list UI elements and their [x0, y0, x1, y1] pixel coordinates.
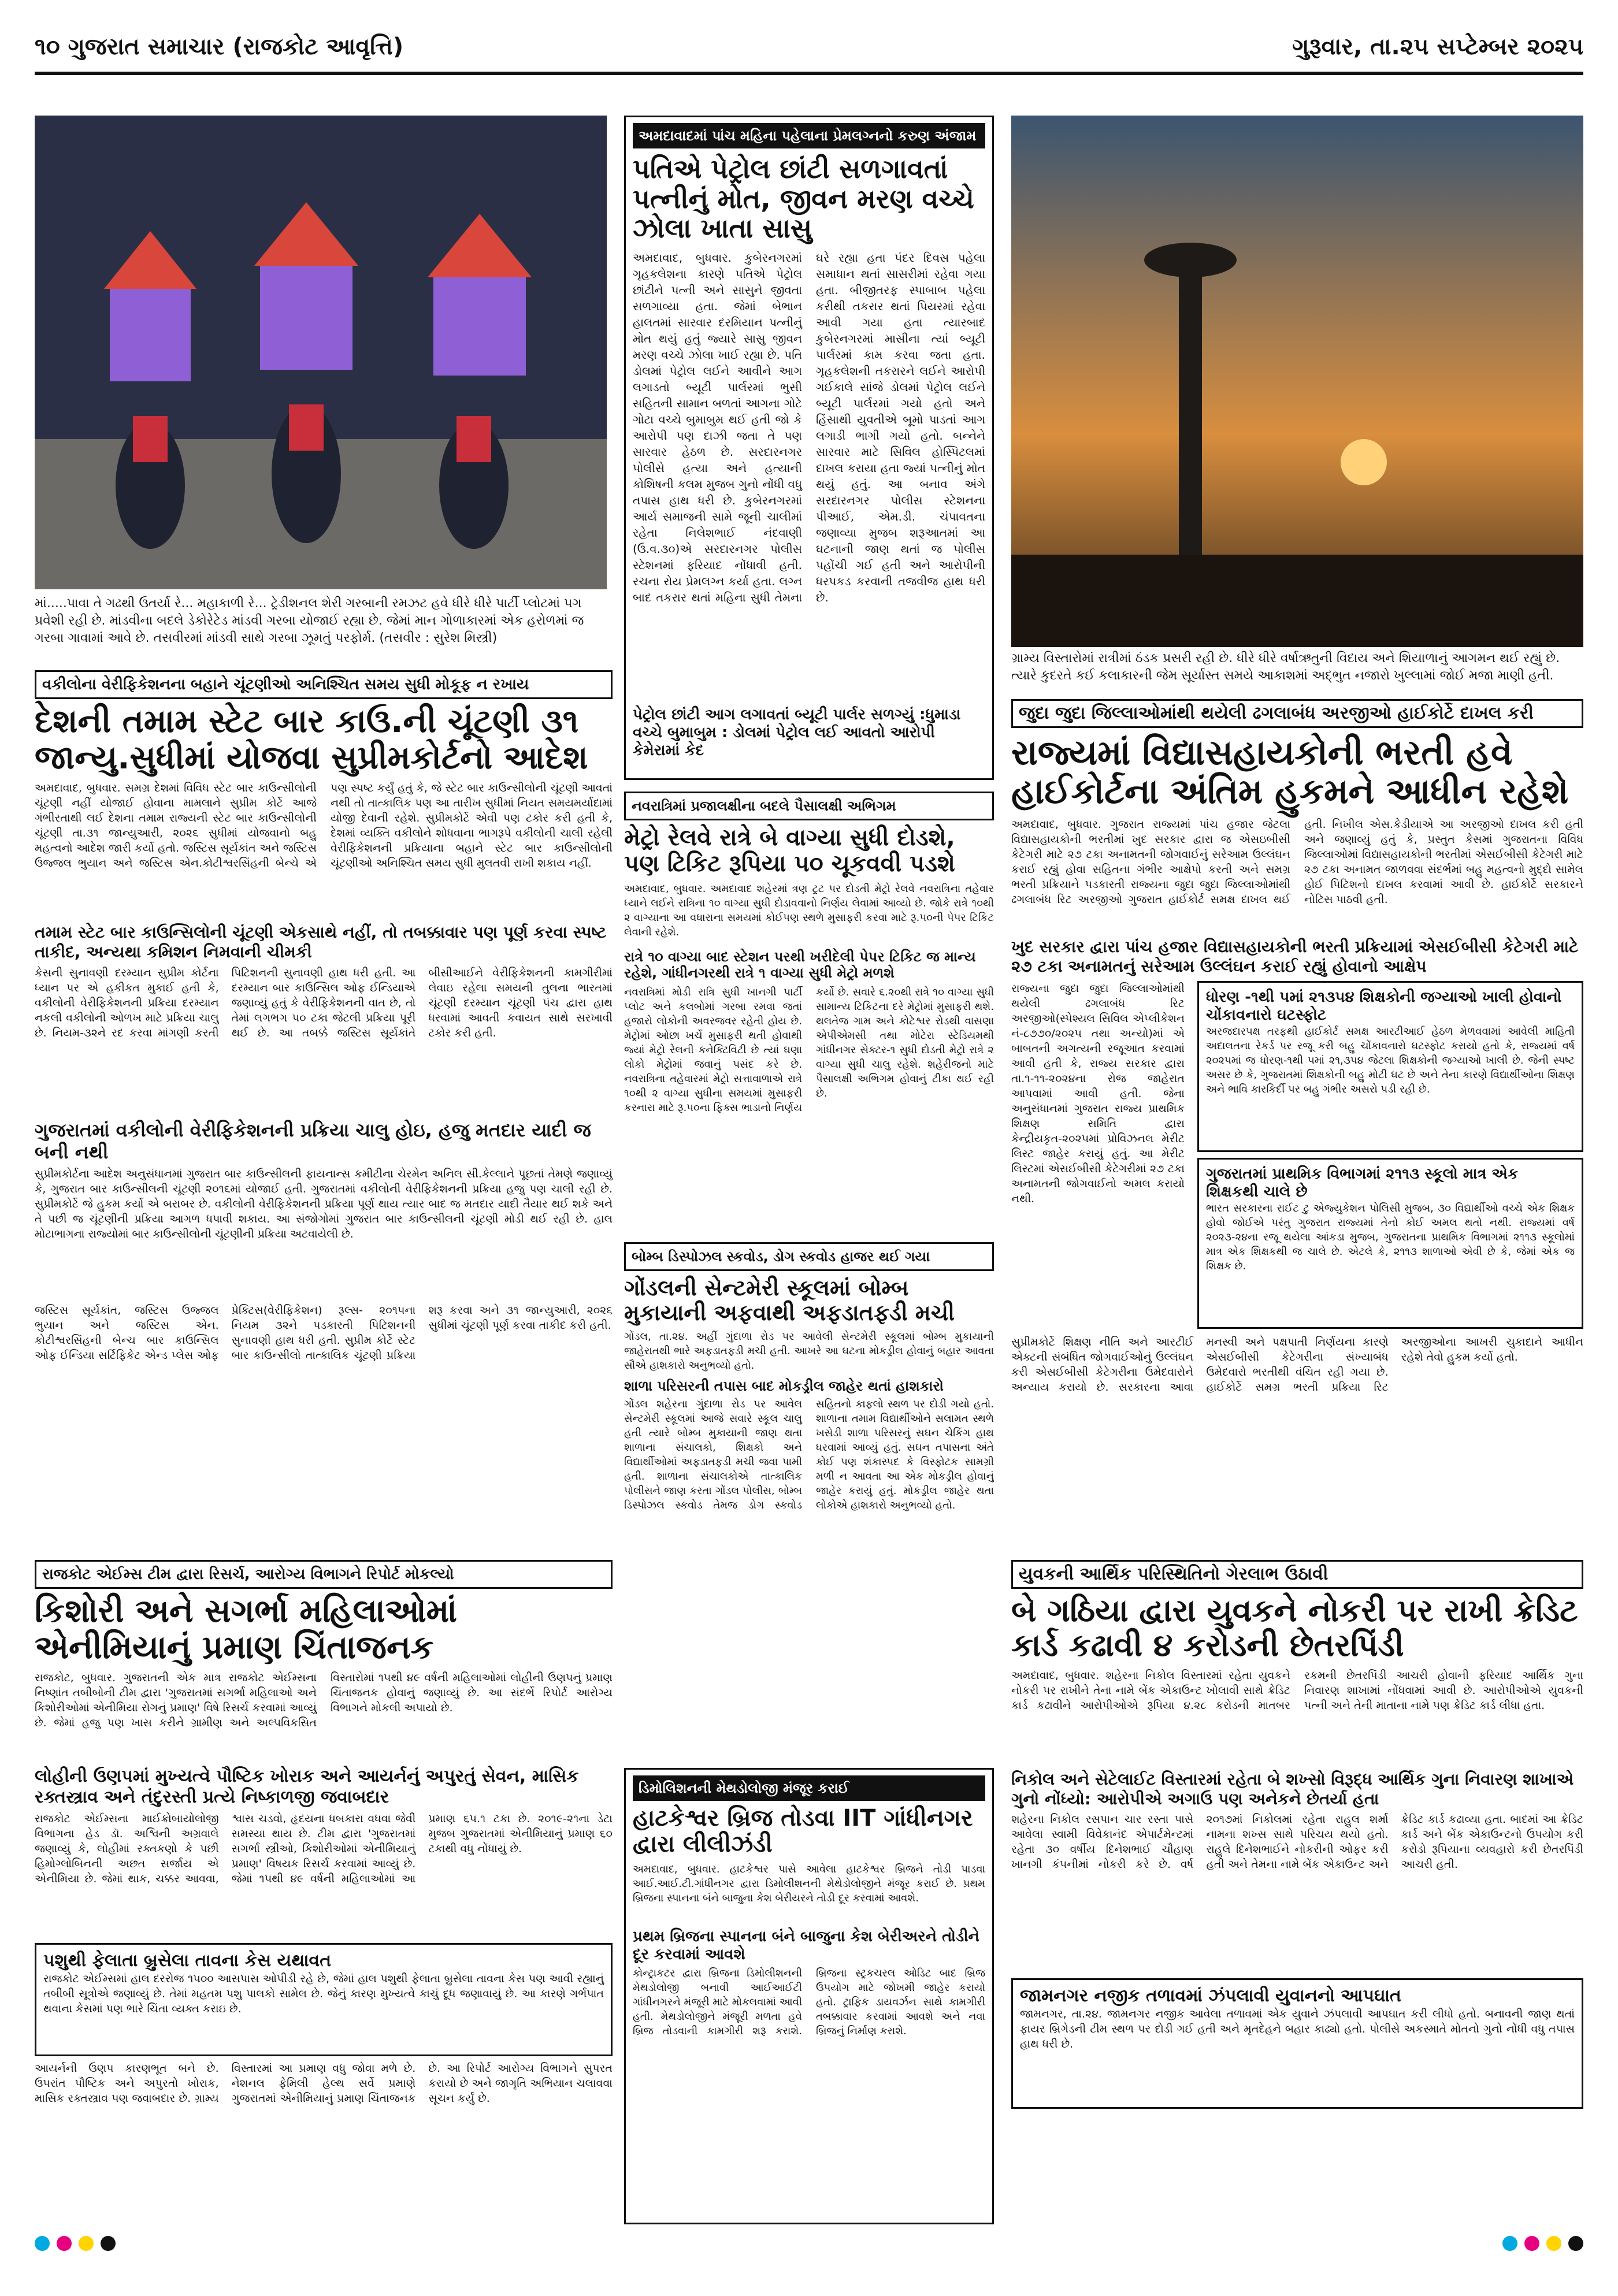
magenta-dot — [1524, 2236, 1539, 2251]
date-line: ગુરૂવાર, તા.૨૫ સપ્ટેમ્બર ૨૦૨૫ — [1292, 34, 1583, 60]
story-headline: ગોંડલની સેન્ટમેરી સ્કૂલમાં બોમ્બ મુકાયાની અફવાથી અફડાતફડી મચી — [624, 1275, 955, 1325]
story-subhead: નિકોલ અને સેટેલાઈટ વિસ્તારમાં રહેતા બે શખ્સો વિરૂદ્ધ આર્થિક ગુના નિવારણ શાખાએ ગુનો નોંધ્યો: આરોપીએ અગાઉ પણ અનેકને છેતર્યા હતા — [1011, 1769, 1574, 1808]
garba-photo — [35, 116, 607, 589]
story-subhead: તમામ સ્ટેટ બાર કાઉન્સિલોની ચૂંટણી એકસાથે નહીં, તો તબક્કાવાર પણ પૂર્ણ કરવા સ્પષ્ટ તાકીદ, અન્યથા કમિશન નિમવાની ચીમકી — [35, 923, 607, 962]
story-headline: મેટ્રો રેલવે રાત્રે બે વાગ્યા સુધી દોડશે, પણ ટિકિટ રૂપિયા ૫૦ ચૂકવવી પડશે — [624, 824, 955, 877]
story-body-4: જસ્ટિસ સૂર્યકાંત, જસ્ટિસ ઉજ્જલ ભુયાન અને જસ્ટિસ એન. કોટીશ્વરસિંહની બેન્ચ બાર કાઉન્સિલ ઓફ ઈન્ડિયા સર્ટિફિકેટ એન્ડ પ્લેસ ઓફ પ્રેક્ટિસ(વેરીફિકેશન) રૂલ્સ- ૨૦૧૫ના નિયમ ૩૨ને પડકારતી પિટિશનની સુનાવણી હાથ ધરી હતી. સુપ્રીમ કોર્ટે સ્ટેટ બાર કાઉન્સીલો તાત્કાલિક ચૂંટણી પ્રક્રિયા શરૂ કરવા અને ૩૧ જાન્યુઆરી, ૨૦૨૬ સુધીમાં ચૂંટણી પૂર્ણ કરવા તાકીદ કરી હતી. — [35, 1304, 613, 1362]
black-dot — [1568, 2236, 1583, 2251]
story-headline: હાટકેશ્વર બ્રિજ તોડવા IIT ગાંધીનગર દ્વારા લીલીઝંડી — [633, 1805, 973, 1857]
sunset-photo — [1011, 116, 1583, 647]
story-bomb — [624, 1242, 994, 1560]
story-kicker: યુવકની આર્થિક પરિસ્થિતિનો ગેરલાભ ઉઠાવી — [1011, 1560, 1583, 1589]
story-subhead: રાત્રે ૧૦ વાગ્યા બાદ સ્ટેશન પરથી ખરીદેલી પેપર ટિકિટ જ માન્ય રહેશે, ગાંધીનગરથી રાત્રે ૧ વાગ્યા સુધી મેટ્રો મળશે — [624, 948, 976, 982]
story-body-3: આયર્નની ઉણપ કારણભૂત બને છે. ઉપરાંત પૌષ્ટિક અને અપુરતો ખોરાક, માસિક રક્તસ્ત્રાવ પણ જવાબદાર છે. ગ્રામ્ય વિસ્તારમાં આ પ્રમાણ વધુ જોવા મળે છે. નેશનલ ફેમિલી હેલ્થ સર્વે પ્રમાણે ગુજરાતમાં એનીમિયાનું પ્રમાણ ચિંતાજનક છે. આ રિપોર્ટ આરોગ્ય વિભાગને સુપરત કરાયો છે અને જાગૃતિ અભિયાન ચલાવવા સૂચન કર્યું છે. — [35, 2062, 613, 2105]
story-body-2: રાજકોટ એઈમ્સના માઈક્રોબાયોલોજી વિભાગના હેડ ડૉ. અશ્વિની અગ્રવાલે જણાવ્યું કે, લોહીમાં રક્તકણો કે પછી હિમોગ્લોબિનની અછત સર્જાય એ એનીમિયા છે. જેમાં થાક, ચક્કર આવવા, શ્વાસ ચડવો, હૃદયના ધબકારા વધવા જેવી સમસ્યા થાય છે. ટીમ દ્વારા 'ગુજરાતમાં સગર્ભા સ્ત્રીઓ, કિશોરીઓમાં એનીમિયાનું પ્રમાણ' વિષયક રિસર્ચ કરવામાં આવ્યું છે. જેમાં ૧૫થી ૪૯ વર્ષની મહિલાઓમાં આ પ્રમાણ ૬૫.૧ ટકા છે. ૨૦૧૯-૨૧ના ડેટા મુજબ ગુજરાતમાં એનીમિયાનું પ્રમાણ ૬૦ ટકાથી વધુ નોંધાયું છે. — [35, 1812, 613, 1886]
box-head: જામનગર નજીક તળાવમાં ઝંપલાવી યુવાનનો આપઘાત — [1020, 1986, 1401, 2007]
sunset-illustration — [1011, 116, 1583, 647]
story-anemia — [35, 1560, 613, 2224]
story-premlagn — [624, 116, 994, 780]
box-body: ભારત સરકારના રાઈટ ટુ એજ્યુકેશન પોલિસી મુજબ, ૩૦ વિદ્યાર્થીઓ વચ્ચે એક શિક્ષક હોવો જોઈએ પરંતુ ગુજરાત રાજ્યમાં તેનો કોઈ અમલ થતો નથી. રાજ્યમાં વર્ષ ૨૦૨૩-૨૪ના રજૂ થયેલા આંકડા મુજબ, ગુજરાતના પ્રાથમિક વિભાગમાં ૨૧૧૩ સ્કૂલોમાં માત્ર એક શિક્ષકથી જ ચાલે છે. એટલે કે, ૨૧૧૩ શાળાઓ એવી છે કે, જેમાં એક જ શિક્ષક છે. — [1206, 1202, 1575, 1272]
registration-marks-right — [1410, 2236, 1583, 2259]
story-credit-card — [1011, 1560, 1583, 2224]
story-body-2: ગોંડલ શહેરના ગુંદાળા રોડ પર આવેલ સેન્ટમેરી સ્કૂલમાં આજે સવારે સ્કૂલ ચાલુ હતી ત્યારે બોમ્બ મુકાયાની જાણ થતા શાળાના સંચાલકો, શિક્ષકો અને વિદ્યાર્થીઓમાં અફડાતફડી મચી જવા પામી હતી. શાળાના સંચાલકોએ તાત્કાલિક પોલીસને જાણ કરતા ગોંડલ પોલીસ, બોમ્બ ડિસ્પોઝલ સ્કવોડ તેમજ ડોગ સ્કવોડ સહિતનો કાફલો સ્થળ પર દોડી ગયો હતો. શાળાના તમામ વિદ્યાર્થીઓને સલામત સ્થળે ખસેડી શાળા પરિસરનું સઘન ચેકિંગ હાથ ધરવામાં આવ્યું હતું. સઘન તપાસના અંતે કોઈ પણ શંકાસ્પદ કે વિસ્ફોટક સામગ્રી મળી ન આવતા આ એક મોકડ્રીલ હોવાનું જાહેર કરાયું હતું. મોકડ્રીલ જાહેર થતા લોકોએ હાશકારો અનુભવ્યો હતો. — [624, 1398, 994, 1511]
story-subhead: ખુદ સરકાર દ્વારા પાંચ હજાર વિદ્યાસહાયકોની ભરતી પ્રક્રિયામાં એસઈબીસી કેટેગરી માટે ૨૭ ટકા અનામતનું સરેઆમ ઉલ્લંઘન કરાઈ રહ્યું હોવાનો આક્ષેપ — [1011, 937, 1579, 976]
story-body: રાજકોટ, બુધવાર. ગુજરાતની એક માત્ર રાજકોટ એઈમ્સના નિષ્ણાંત તબીબોની ટીમ દ્વારા 'ગુજરાતમાં સગર્ભા મહિલાઓ અને કિશોરીઓમાં એનીમિયા રોગનું પ્રમાણ' વિષે રિસર્ચ કરવામાં આવ્યું છે. જેમાં હજુ પણ ખાસ કરીને ગ્રામીણ અને અલ્પવિકસિત વિસ્તારોમાં ૧૫થી ૪૯ વર્ષની મહિલાઓમાં લોહીની ઉણપનું પ્રમાણ ચિંતાજનક હોવાનું જણાવ્યું છે. આ સંદર્ભે રિપોર્ટ આરોગ્ય વિભાગને મોકલી અપાયો છે. — [35, 1671, 613, 1730]
story-body-3: સુપ્રીમકોર્ટના આદેશ અનુસંધાનમાં ગુજરાત બાર કાઉન્સીલની ફાયનાન્સ કમીટીના ચેરમેન અનિલ સી.કેલ્લાને પૂછતાં તેમણે જણાવ્યું કે, ગુજરાત બાર કાઉન્સીલની ચૂંટણી ૨૦૧૬માં યોજાઈ હતી. ગુજરાતમાં વકીલોની વેરીફિકેશનની પ્રક્રિયા હજુ પણ ચાલી રહી છે. સુપ્રીમકોર્ટે જે હુકમ કર્યો એ બરાબર છે. વકીલોની વેરીફિકેશનની પ્રક્રિયા પૂર્ણ થાય ત્યાર બાદ જ મતદાર યાદી તૈયાર થઈ શકે અને તે પછી જ ચૂંટણીની પ્રક્રિયા આગળ ધપાવી શકાય. આ સંજોગોમાં ગુજરાત બાર કાઉન્સીલની ચૂંટણી મોડી થઈ રહી છે. હાલ મોટાભાગના રાજ્યોમાં બાર કાઉન્સીલોની ચૂંટણીની પ્રક્રિયા અટવાયેલી છે. — [35, 1168, 613, 1241]
story-body-2: રાજ્યના જુદા જુદા જિલ્લાઓમાંથી થયેલી ઢગલાબંધ રિટ અરજીઓ(સ્પેશ્યલ સિવિલ એપ્લીકેશન નં-૮૭૭૦/૨૦૨૫ તથા અન્યો)માં એ બાબતની અગત્યની રજૂઆત કરવામાં આવી હતી કે, રાજ્ય સરકાર દ્વારા તા.૧-૧૧-૨૦૨૪ના રોજ જાહેરાત આપવામાં આવી હતી. જેના અનુસંધાનમાં ગુજરાત રાજ્ય પ્રાથમિક શિક્ષણ સમિતિ દ્વારા કેન્દ્રીયકૃત-૨૦૨૫માં પ્રોવિઝનલ મેરીટ લિસ્ટ જાહેર કરાયું હતું. આ મેરીટ લિસ્ટમાં એસઈબીસી કેટેગરીમાં ૨૭ ટકા અનામતની જોગવાઈનો અમલ કરાયો નથી. — [1011, 982, 1185, 1205]
story-body-2: શહેરના નિકોલ રસપાન ચાર રસ્તા પાસે આવેલા સ્વામી વિવેકાનંદ એપાર્ટમેન્ટમાં રહેતા ૩૦ વર્ષીય દિનેશભાઈ ચૌહાણ ખાનગી કંપનીમાં નોકરી કરે છે. વર્ષ ૨૦૧૭માં નિકોલમાં રહેતા રાહુલ શર્મા નામના શખ્સ સાથે પરિચય થયો હતો. રાહુલે દિનેશભાઈને નોકરીની ઓફર કરી હતી અને તેમના નામે બેંક એકાઉન્ટ અને ક્રેડિટ કાર્ડ કઢાવ્યા હતા. બાદમાં આ ક્રેડિટ કાર્ડ અને બેંક એકાઉન્ટનો ઉપયોગ કરી કરોડો રૂપિયાના વ્યવહારો કરી છેતરપિંડી આચરી હતી. — [1011, 1813, 1583, 1871]
story-headline: રાજ્યમાં વિદ્યાસહાયકોની ભરતી હવે હાઈકોર્ટના અંતિમ હુકમને આધીન રહેશે — [1011, 733, 1569, 812]
story-subhead: પેટ્રોલ છાંટી આગ લગાવતાં બ્યૂટી પાર્લર સળગ્યું :ધુમાડા વચ્ચે બુમાબુમ : ડોલમાં પેટ્રોલ લઈ આવતો આરોપી કેમેરામાં કેદ — [633, 705, 961, 759]
story-kicker: અમદાવાદમાં પાંચ મહિના પહેલાના પ્રેમલગ્નનો કરુણ અંજામ — [633, 123, 985, 148]
story-kicker: નવરાત્રિમાં પ્રજાલક્ષીના બદલે પૈસાલક્ષી અભિગમ — [624, 792, 994, 820]
story-body: અમદાવાદ, બુધવાર. ગુજરાત રાજ્યમાં પાંચ હજાર જેટલા વિદ્યાસહાયકોની ભરતીમાં ખુદ સરકાર દ્વારા જ એસઇબીસી કેટેગરી માટે ૨૭ ટકા અનામતની જોગવાઈનું સરેઆમ ઉલ્લંઘન કરાઈ રહ્યું હોવા સહિતના ગંભીર આક્ષેપો કરતી અને સમગ્ર ભરતી પ્રક્રિયાને પડકારતી રાજ્યના જુદા જુદા જિલ્લાઓમાંથી ઢગલાબંધ રિટ અરજીઓ ગુજરાત હાઈકોર્ટ સમક્ષ દાખલ થઈ હતી. નિખીલ એસ.કેડીયાએ આ અરજીઓ દાખલ કરી હતી અને જણાવ્યું હતું કે, પ્રસ્તુત કેસમાં ગુજરાતના વિવિધ જિલ્લાઓમાં વિદ્યાસહાયકોની ભરતીમાં એસઈબીસી કેટેગરી માટે ૨૭ ટકા અનામત જાળવવા સંદર્ભમાં બહુ મહત્વનો મુદ્દો સામેલ હોઈ પિટિશનો દાખલ કરવામાં આવી છે. હાઈકોર્ટે સરકારને નોટિસ પાઠવી હતી. — [1011, 818, 1583, 906]
story-body-2: કેસની સુનાવણી દરમ્યાન સુપ્રીમ કોર્ટના ધ્યાન પર એ હકીકત મુકાઈ હતી કે, વકીલોની વેરીફિકેશનની પ્રક્રિયા દરમ્યાન નકલી વકીલોની ઓળખ માટે પ્રક્રિયા ચાલુ છે. નિયમ-૩૨ને રદ કરવા માંગણી કરતી પિટિશનની સુનાવણી હાથ ધરી હતી. આ દરમ્યાન બાર કાઉન્સિલ ઓફ ઈન્ડિયાએ જણાવ્યું હતું કે વેરીફિકેશનની વાત છે, તો તેમાં લગભગ ૫૦ ટકા જેટલી પ્રક્રિયા પૂરી થઈ છે. આ તબક્કે જસ્ટિસ સૂર્યકાંતે બીસીઆઈને વેરીફિકેશનની કામગીરીમાં લેવાઇ રહેલા સમયની તુલના ભારતમાં ચૂંટણી દરમ્યાન ચૂંટણી પંચ દ્વારા હાથ ધરવામાં આવતી કવાયત સાથે સરખાવી ટકોર કરી હતી. — [35, 966, 613, 1039]
story-hatkeshwar — [624, 1768, 994, 2224]
story-kicker: ડિમોલિશનની મેથડોલોજી મંજૂર કરાઈ — [633, 1775, 985, 1801]
yellow-dot — [1546, 2236, 1561, 2251]
jamnagar-box — [1011, 1978, 1583, 2109]
box-body: અરજદારપક્ષ તરફથી હાઈકોર્ટ સમક્ષ આરટીઆઈ હેઠળ મેળવવામાં આવેલી માહિતી અદાલતના રેકર્ડ પર રજૂ કરી બહુ ચોંકાવનારો ઘટસ્ફોટ કરાયો હતો કે, રાજ્યમાં વર્ષ ૨૦૨૫માં જ ધોરણ-૧થી ૫માં ૨૧,૩૫૪ જેટલા શિક્ષકોની જગ્યાઓ ખાલી છે. જેની સ્પષ્ટ અસર છે કે, ગુજરાતમાં શિક્ષકોની બહુ મોટી ઘટ છે અને તેના કારણે વિદ્યાર્થીઓના શિક્ષણ અને ભાવિ કારકિર્દી પર બહુ ગંભીર અસરો પડી રહી છે. — [1206, 1025, 1575, 1095]
page-number-edition: ૧૦ ગુજરાત સમાચાર (રાજકોટ આવૃત્તિ) — [35, 34, 404, 60]
story-body: અમદાવાદ, બુધવાર. સમગ્ર દેશમાં વિવિધ સ્ટેટ બાર કાઉન્સીલોની ચૂંટણી નહીં યોજાઈ હોવાના મામલાને સુપ્રીમ કોર્ટે આજે ગંભીરતાથી લઈ દેશના તમામ રાજ્યની સ્ટેટ બાર કાઉન્સીલોની ચૂંટણી તા.૩૧ જાન્યુઆરી, ૨૦૨૬ સુધીમાં યોજવાનો બહુ મહત્વનો આદેશ જારી કર્યો હતો. જસ્ટિસ સૂર્યકાંત અને જસ્ટિસ ઉજ્જલ ભુયાન અને જસ્ટિસ એન.કોટીશ્વરસિંહની બેન્ચે એ પણ સ્પષ્ટ કર્યું હતું કે, જે સ્ટેટ બાર કાઉન્સીલોની ચૂંટણી આવતાં નથી તો તાત્કાલિક પણ આ તારીખ સુધીમાં નિયત સમયમર્યાદામાં યોજી દેવાની રહેશે. સુપ્રીમકોર્ટે એવી પણ ટકોર કરી હતી કે, દેશમાં વ્યક્તિ વકીલોને શોધવાના ભાગરૂપે વકીલોની ચાલી રહેલી વેરીફિકેશનની પ્રક્રિયાના બહાને સ્ટેટ બાર કાઉન્સીલોની ચૂંટણીઓ અનિશ્ચિત સમય સુધી મુલતવી રાખી શકાય નહીં. — [35, 782, 613, 870]
story-kicker: રાજકોટ એઈમ્સ ટીમ દ્વારા રિસર્ચ, આરોગ્ય વિભાગને રિપોર્ટ મોકલ્યો — [35, 1560, 613, 1589]
box-body: જામનગર, તા.૨૪. જામનગર નજીક આવેલા તળાવમાં એક યુવાને ઝંપલાવી આપઘાત કરી લીધો હતો. બનાવની જાણ થતાં ફાયર બ્રિગેડની ટીમ સ્થળ પર દોડી ગઈ હતી અને મૃતદેહને બહાર કાઢ્યો હતો. પોલીસે અકસ્માતે મોતનો ગુનો નોંધી વધુ તપાસ હાથ ધરી છે. — [1020, 2008, 1575, 2051]
story-body: અમદાવાદ, બુધવાર. અમદાવાદ શહેરમાં ત્રણ ટ્રટ પર દોડતી મેટ્રો રેલવે નવરાત્રિના તહેવાર ધ્યાને લઈને રાત્રિના ૧૦ વાગ્યા સુધી દોડાવવાનો નિર્ણય લેવામાં આવ્યો છે. જોકે રાત્રે ૧૦થી ૨ વાગ્યાના આ વધારાના સમયમાં કોઈપણ સ્થળે મુસાફરી કરવા માટે રૂ.૫૦ની પેપર ટિકિટ લેવાની રહેશે. — [624, 882, 994, 938]
story-subhead: પ્રથમ બ્રિજના સ્પાનના બંને બાજુના કેશ બેરીઅરને તોડીને દૂર કરવામાં આવશે — [633, 1927, 979, 1963]
story-body-3: સુપ્રીમકોર્ટે શિક્ષણ નીતિ અને આરટીઈ એક્ટની સંબંધિત જોગવાઈઓનું ઉલ્લંઘન કરી એસઈબીસી કેટેગરીના ઉમેદવારોને અન્યાય કરાયો છે. સરકારના આવા મનસ્વી અને પક્ષપાતી નિર્ણયના કારણે એસઈબીસી કેટેગરીના સંખ્યાબંધ ઉમેદવારો ભરતીથી વંચિત રહી ગયા છે. હાઈકોર્ટે સમગ્ર ભરતી પ્રક્રિયા રિટ અરજીઓના આખરી ચુકાદાને આધીન રહેશે તેવો હુકમ કર્યો હતો. — [1011, 1335, 1583, 1394]
garba-illustration — [35, 116, 607, 589]
story-subhead-2: ગુજરાતમાં વકીલોની વેરીફિકેશનની પ્રક્રિયા ચાલુ હોઇ, હજુ મતદાર યાદી જ બની નથી — [35, 1119, 591, 1164]
magenta-dot — [57, 2236, 72, 2251]
story-body: અમદાવાદ, બુધવાર. કુબેરનગરમાં ગૃહકલેશના કારણે પતિએ પેટ્રોલ છાંટીને પત્ની અને સાસુને જીવતા સળગાવ્યા હતા. જેમાં બેભાન હાલતમાં સારવાર દરમિયાન પત્નીનું મોત થયું હતું જ્યારે સાસુ જીવન મરણ વચ્ચે ઝોલા ખાઈ રહ્યા છે. પતિ ડોલમાં પેટ્રોલ લઈને આવીને આગ લગાડતો બ્યૂટી પાર્લરમાં ભુસી સહિતની સામાન બળતાં આગના ગોટે ગોટા વચ્ચે બુમાબુમ થઈ હતી જો કે આરોપી પણ દાઝી જતા તે પણ સારવાર હેઠળ છે. સરદારનગર પોલીસે હત્યા અને હત્યાની કોશિષની કલમ મુજબ ગુનો નોંધી વધુ તપાસ હાથ ધરી છે. કુબેરનગરમાં આર્ય સમાજની સામે જૂની ચાલીમાં રહેતા નિલેશભાઈ નંદવાણી (ઉ.વ.૩૦)એ સરદારનગર પોલીસ સ્ટેશનમાં ફરિયાદ નોંધાવી હતી. રચના રોય પ્રેમલગ્ન કર્યા હતા. લગ્ન બાદ તકરાર થતાં મહિના સુધી તેમના ઘરે રહ્યા હતા પંદર દિવસ પહેલા સમાધાન થતાં સાસરીમાં રહેવા ગયા હતા. બીજીતરફ સ્પાબાબ પહેલા કરીથી તકરાર થતાં પિયરમાં રહેવા આવી ગયા હતા ત્યારબાદ કુબેરનગરમાં માસીના ત્યાં બ્યૂટી પાર્લરમાં કામ કરવા જતા હતા. ગૃહકલેશની તકરારને લઈને આરોપી ગઈકાલે સાંજે ડોલમાં પેટ્રોલ લઈને બ્યૂટી પાર્લરમાં ગયો હતો અને હિંસાથી યુવતીએ બૂમો પાડતાં આગ લગાડી ભાગી ગયો હતો. બન્નેને સારવાર માટે સિવિલ હોસ્પિટલમાં દાખલ કરાયા હતા જ્યાં પત્નીનું મોત થયું હતું. આ બનાવ અંગે સરદારનગર પોલીસ સ્ટેશનના પીઆઈ, એમ.ડી. ચંપાવતના જણાવ્યા મુજબ શરૂઆતમાં આ ઘટનાની જાણ થતાં જ પોલીસ પહોંચી ગઈ હતી અને આરોપીની ધરપકડ કરવાની તજવીજ હાથ ધરી છે. — [633, 250, 985, 604]
masthead — [35, 29, 1583, 75]
story-kicker: વકીલોના વેરીફિકેશનના બહાને ચૂંટણીઓ અનિશ્ચિત સમય સુધી મોકૂફ ન રખાય — [35, 670, 613, 699]
story-body-2: કોન્ટ્રાકટર દ્વારા બ્રિજના ડિમોલીશનની મેથડોલોજી બનાવી આઈઆઈટી ગાંધીનગરને મંજૂરી માટે મોકલવામાં આવી હતી. મેથડોલોજીને મંજૂરી મળતા હવે બ્રિજ તોડવાની કામગીરી શરૂ કરાશે. બ્રિજના સ્ટ્રકચરલ ઓડિટ બાદ બ્રિજ ઉપયોગ માટે જોખમી જાહેર કરાયો હતો. ટ્રાફિક ડાયવર્ઝન સાથે કામગીરી તબક્કાવાર કરવામાં આવશે અને નવા બ્રિજનું નિર્માણ કરાશે. — [633, 1967, 985, 2037]
story-body-2: નવરાત્રિમાં મોડી રાત્રિ સુધી ખાનગી પાર્ટી પ્લોટ અને કલબોમાં ગરબા રમવા જતાં હજારો લોકોની અવરજવર રહેતી હોય છે. મેટ્રોમાં ઓછા ખર્ચે મુસાફરી થતી હોવાથી જ્યાં મેટ્રો રેલની કનેક્ટિવિટી છે ત્યાં ઘણા લોકો મેટ્રોમાં જવાનું પસંદ કરે છે. નવરાત્રિના તહેવારમાં મેટ્રો સત્તાવાળાએ રાત્રે ૧૦થી ૨ વાગ્યા સુધીના સમયમાં મુસાફરી કરનારા માટે રૂ.૫૦ના ફિક્સ ભાડાનો નિર્ણય કર્યો છે. સવારે ૬.૨૦થી રાત્રે ૧૦ વાગ્યા સુધી સામાન્ય ટિકિટના દરે મેટ્રોમાં મુસાફરી થશે. થલતેજ ગામ અને કોટેશ્વર રોડથી વાસણા એપીએમસી તથા મોટેરા સ્ટેડિયમથી ગાંધીનગર સેક્ટર-૧ સુધી દોડતી મેટ્રો રાત્રે ૨ વાગ્યા સુધી ચાલુ રહેશે. શહેરીજનો માટે પૈસાલક્ષી અભિગમ હોવાનું ટીકા થઈ રહી છે. — [624, 986, 994, 1114]
yellow-dot — [79, 2236, 94, 2251]
box-head: પશુથી ફેલાતા બ્રુસેલા તાવના કેસ યથાવત — [43, 1951, 332, 1971]
story-body: ગોંડલ, તા.૨૪. અહીં ગુંદાળા રોડ પર આવેલી સેન્ટમેરી સ્કૂલમાં બોમ્બ મુકાયાની જાહેરાતથી ભારે અફડાતફડી મચી હતી. આખરે આ ઘટના મોકડ્રીલ હોવાનું બહાર આવતા સૌએ હાશકારો અનુભવ્યો હતો. — [624, 1331, 994, 1372]
teacher-vacancy-box — [1197, 981, 1583, 1152]
box-head: ગુજરાતમાં પ્રાથમિક વિભાગમાં ૨૧૧૩ સ્કૂલો માત્ર એક શિક્ષકથી ચાલે છે — [1206, 1165, 1519, 1201]
box-body: રાજકોટ એઈમ્સમાં હાલ દરરોજ ૧૫૦૦ આસપાસ ઓપીડી રહે છે, જેમાં હાલ પશુથી ફેલાતા બ્રુસેલા તાવના કેસ પણ આવી રહ્યાનું તબીબી સૂત્રોએ જણાવ્યું છે. તેમાં મહતમ પશુ પાલકો સામેલ છે. જેનું કારણ મુખ્યત્વે કાચું દૂધ જણાવાયું છે. આ કારણે ગર્ભપાત થવાના કેસમાં પણ ભારે ચિંતા વ્યક્ત કરાઇ છે. — [43, 1972, 604, 2016]
story-kicker: બોમ્બ ડિસ્પોઝલ સ્કવોડ, ડોગ સ્કવોડ હાજર થઈ ગયા — [624, 1242, 994, 1271]
story-metro — [624, 792, 994, 1231]
story-headline: બે ગઠિયા દ્વારા યુવકને નોકરી પર રાખી ક્રેડિટ કાર્ડ કઢાવી ૪ કરોડની છેતરપિંડી — [1011, 1592, 1578, 1664]
garba-photo-caption: માં.....પાવા તે ગઢથી ઉતર્યા રે... મહાકાળી રે... ટ્રેડીશનલ શેરી ગરબાની રમઝટ હવે ધીરે ધીરે પાર્ટી પ્લોટમાં પગ પ્રવેશી રહી છે. માંડવીના બદલે ડેકોરેટેડ માંડવી ગરબા યોજાઈ રહ્યા છે. જેમાં માન ગોળાકારમાં એક હરોળમાં જ ગરબા ગાવામાં આવે છે. તસવીરમાં માંડવી સાથે ગરબા ઝૂમતું પરફોર્મ. (તસવીર : સુરેશ મિસ્ત્રી) — [35, 596, 584, 645]
story-headline: દેશની તમામ સ્ટેટ બાર કાઉ.ની ચૂંટણી ૩૧ જાન્યુ.સુધીમાં યોજવા સુપ્રીમકોર્ટનો આદેશ — [35, 703, 588, 777]
story-body: અમદાવાદ, બુધવાર. હાટકેશ્વર પાસે આવેલા હાટકેશ્વર બ્રિજને તોડી પાડવા આઈ.આઈ.ટી.ગાંધીનગર દ્વારા ડિમોલીશનની મેથેડોલોજીને મંજૂર કરાઈ છે. પ્રથમ બ્રિજના સ્પાનના બંને બાજુના કેશ બેરીયરને તોડી દૂર કરવામાં આવશે. — [633, 1863, 985, 1904]
story-subhead: શાળા પરિસરની તપાસ બાદ મોકડ્રીલ જાહેર થતાં હાશકારો — [624, 1378, 944, 1395]
story-headline: કિશોરી અને સગર્ભા મહિલાઓમાં એનીમિયાનું પ્રમાણ ચિંતાજનક — [35, 1592, 457, 1666]
story-subhead: લોહીની ઉણપમાં મુખ્યત્વે પૌષ્ટિક ખોરાક અને આયર્નનું અપુરતું સેવન, માસિક રક્તસ્ત્રાવ અને તંદુરસ્તી પ્રત્યે નિષ્કાળજી જવાબદાર — [35, 1766, 579, 1808]
single-teacher-box — [1197, 1158, 1583, 1329]
story-kicker: જુદા જુદા જિલ્લાઓમાંથી થયેલી ઢગલાબંધ અરજીઓ હાઈકોર્ટે દાખલ કરી — [1011, 699, 1583, 728]
story-headline: પતિએ પેટ્રોલ છાંટી સળગાવતાં પત્નીનું મોત, જીવન મરણ વચ્ચે ઝોલા ખાતા સાસુ — [633, 153, 974, 244]
cyan-dot — [1502, 2236, 1517, 2251]
story-bar-council — [35, 670, 613, 1548]
story-body: અમદાવાદ, બુધવાર. શહેરના નિકોલ વિસ્તારમાં રહેતા યુવકને નોકરી પર રાખીને તેના નામે બેંક એકાઉન્ટ ખોલાવી સાથે ક્રેડિટ કાર્ડ કઢાવીને આરોપીઓએ રૂપિયા ૪.૨૮ કરોડની માતબર રકમની છેતરપિંડી આચરી હોવાની ફરિયાદ આર્થિક ગુના નિવારણ શાખામાં નોંધવામાં આવી છે. આરોપીઓએ યુવકની પત્ની અને તેની માતાના નામે પણ ક્રેડિટ કાર્ડ લીધા હતા. — [1011, 1669, 1583, 1712]
sunset-photo-caption: ગ્રામ્ય વિસ્તારોમાં રાત્રીમાં ઠંડક પ્રસરી રહી છે. ધીરે ધીરે વર્ષાઋતુની વિદાય અને શિયાળાનું આગમન થઈ રહ્યું છે. ત્યારે કુદરતે કઈ કલાકારની જેમ સૂર્યાસ્ત સમયે આકાશમાં અદ્ભુત નજારો ખુલ્લામાં જોઈ મજા માણી હતી. — [1011, 651, 1560, 683]
black-dot — [101, 2236, 116, 2251]
brucella-box — [35, 1943, 613, 2056]
cyan-dot — [35, 2236, 50, 2251]
box-head: ધોરણ -૧થી ૫માં ૨૧૩૫૪ શિક્ષકોની જગ્યાઓ ખાલી હોવાનો ચોંકાવનારો ઘટસ્ફોટ — [1206, 988, 1562, 1024]
registration-marks-left — [35, 2236, 208, 2259]
story-vidhya — [1011, 699, 1583, 1537]
